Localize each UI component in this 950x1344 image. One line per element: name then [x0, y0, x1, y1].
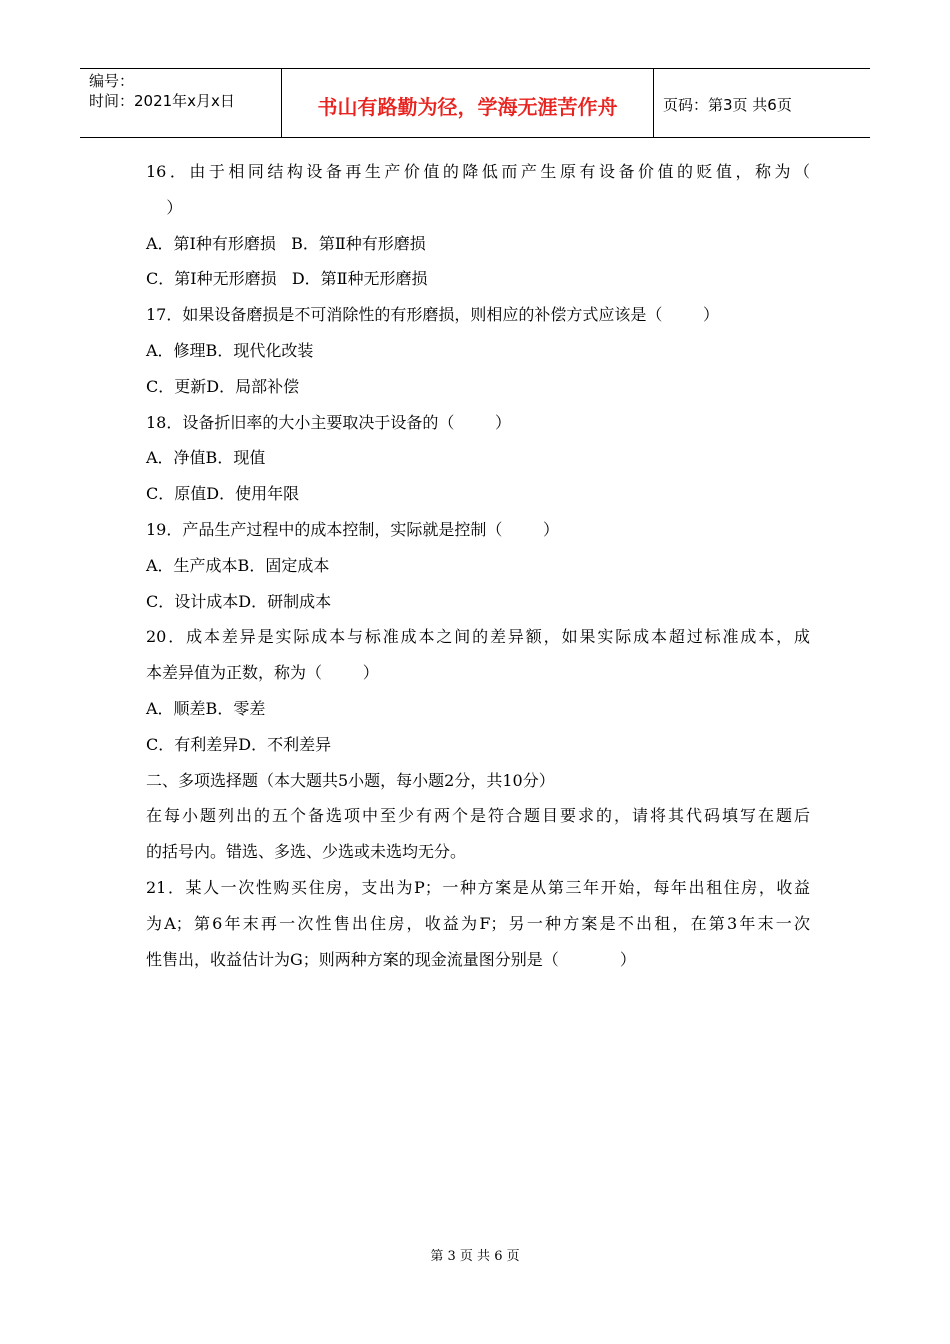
text-line: A．修理B．现代化改装: [146, 340, 314, 360]
text-line: 17．如果设备磨损是不可消除性的有形磨损，则相应的补偿方式应该是（ ）: [146, 305, 720, 325]
text-line: 为A；第6年末再一次性售出住房，收益为F；另一种方案是不出租，在第3年末一次: [146, 913, 810, 933]
text-line: 二、多项选择题（本大题共5小题，每小题2分，共10分）: [146, 770, 555, 790]
text-line: C．第Ⅰ种无形磨损 D．第Ⅱ种无形磨损: [146, 269, 428, 289]
page-header: [80, 68, 870, 138]
text-line: C．设计成本D．研制成本: [146, 591, 332, 611]
text-line: 19．产品生产过程中的成本控制，实际就是控制（ ）: [146, 519, 560, 539]
document-body: [146, 154, 810, 977]
text-line: 性售出，收益估计为G；则两种方案的现金流量图分别是（ ）: [146, 949, 636, 969]
header-motto: 书山有路勤为径，学海无涯苦作舟: [282, 69, 654, 137]
text-line: 20．成本差异是实际成本与标准成本之间的差异额，如果实际成本超过标准成本，成: [146, 627, 810, 647]
number-label: 编号：: [89, 72, 135, 90]
text-line: A．生产成本B．固定成本: [146, 555, 330, 575]
text-line: 21．某人一次性购买住房，支出为P；一种方案是从第三年开始，每年出租住房，收益: [146, 877, 810, 897]
text-line: A．第Ⅰ种有形磨损 B．第Ⅱ种有形磨损: [146, 233, 426, 253]
text-line: C．原值D．使用年限: [146, 484, 300, 504]
text-line: 18．设备折旧率的大小主要取决于设备的（ ）: [146, 412, 512, 432]
text-line: 16．由于相同结构设备再生产价值的降低而产生原有设备价值的贬值，称为（: [146, 162, 810, 181]
text-line: C．有利差异D．不利差异: [146, 734, 332, 754]
text-line: 的括号内。错选、多选、少选或未选均无分。: [146, 842, 467, 862]
text-line: 本差异值为正数，称为（ ）: [146, 663, 379, 683]
text-line: C．更新D．局部补偿: [146, 376, 300, 396]
text-line: A．顺差B．零差: [146, 698, 266, 718]
page-footer: 第 3 页 共 6 页: [430, 1249, 520, 1264]
text-line: ）: [146, 197, 183, 217]
text-line: A．净值B．现值: [146, 448, 266, 468]
time-label: 时间：2021年x月x日: [89, 92, 235, 110]
text-line: 在每小题列出的五个备选项中至少有两个是符合题目要求的，请将其代码填写在题后: [146, 806, 810, 826]
header-page-info: 页码：第3页 共6页: [663, 95, 792, 114]
header-meta: [80, 69, 282, 137]
